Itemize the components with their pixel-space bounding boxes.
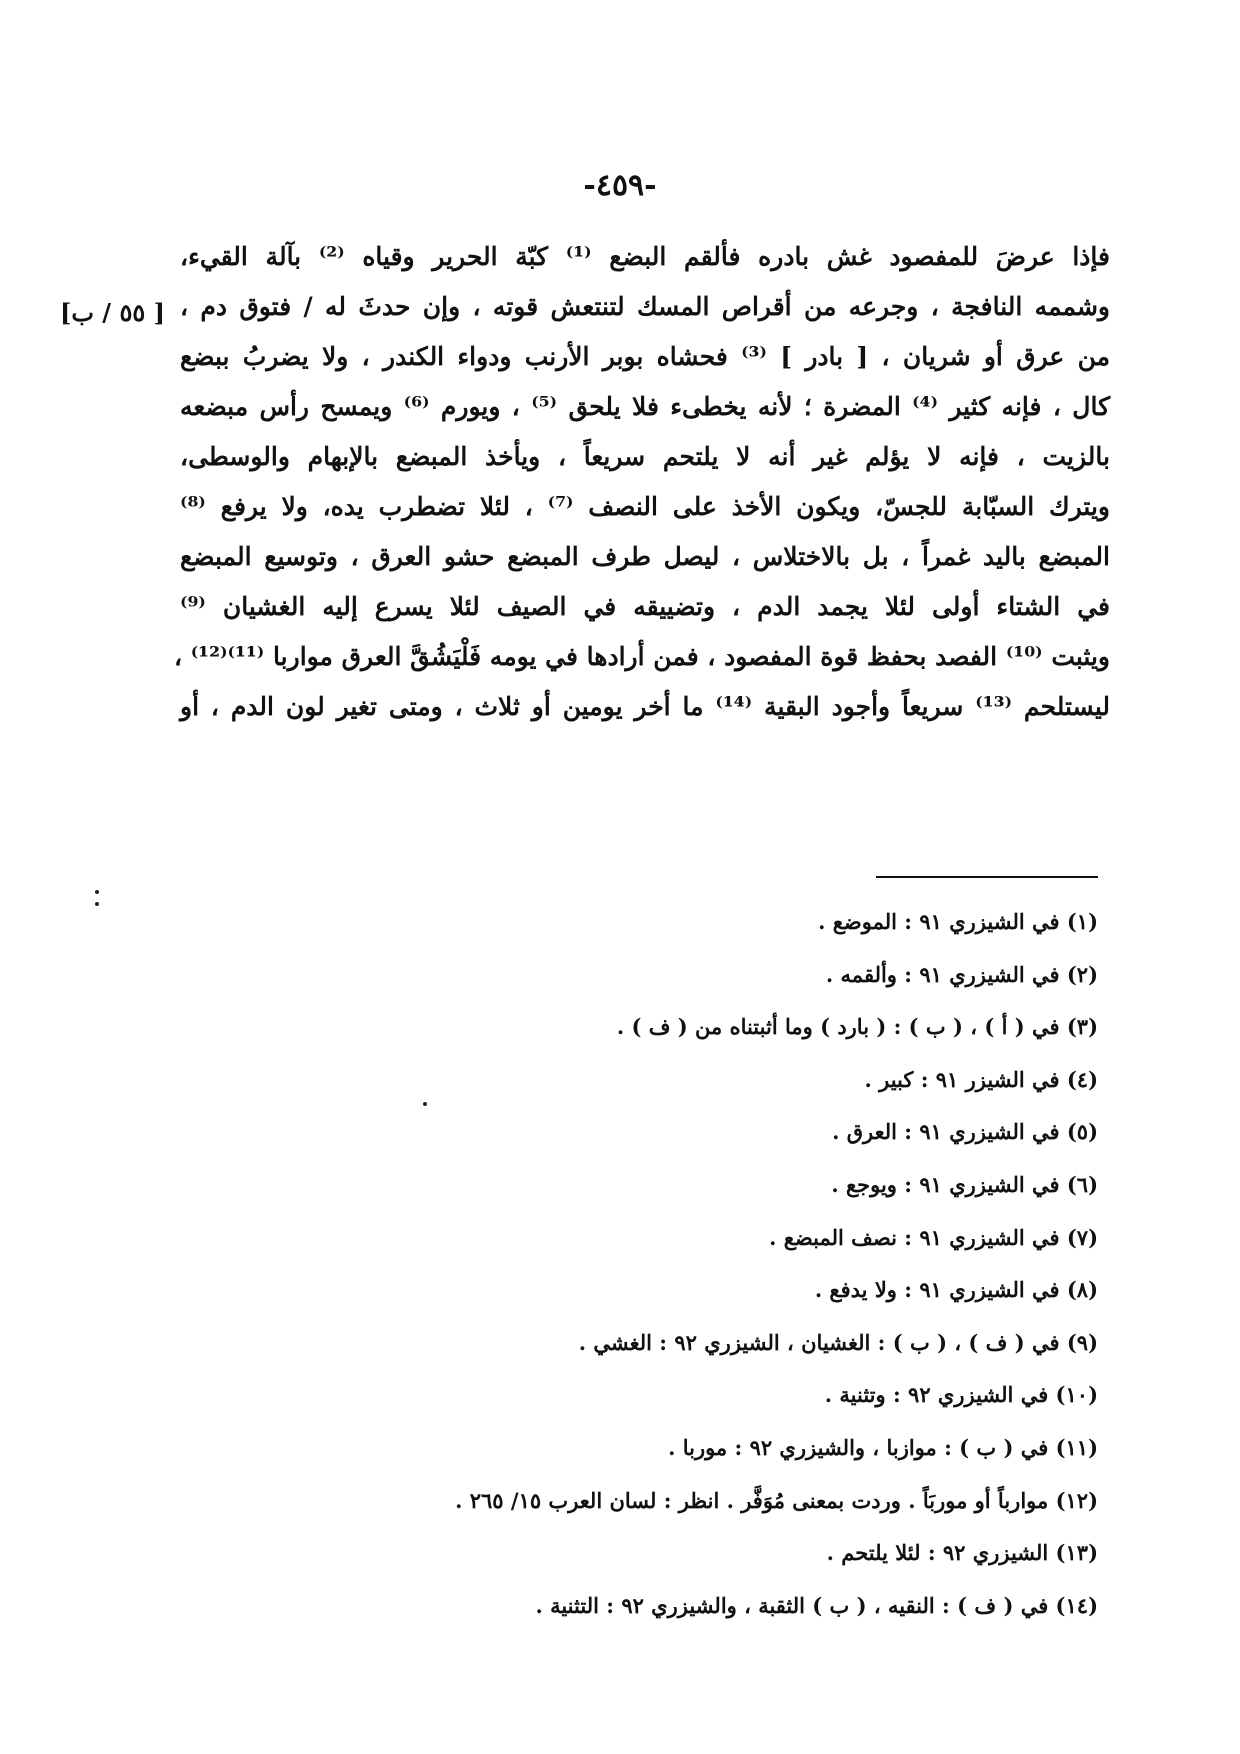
footnote: (١٢) موارباً أو موربَاً . وردت بمعنى مُوَفَّر . انظر : لسان العرب ١٥/ ٢٦٥ . (455, 1487, 1098, 1513)
page-number: -٤٥٩- (583, 168, 657, 203)
text-line: المبضع باليد غمراً ، بل بالاختلاس ، ليصل طرف المبضع حشو العرق ، وتوسيع المبضع (180, 542, 1110, 571)
footnote: (٦) في الشيزري ٩١ : ويوجع . (831, 1171, 1098, 1197)
footnote: (٣) في ( أ ) ، ( ب ) : ( بارد ) وما أثبتناه من ( ف ) . (616, 1014, 1098, 1040)
text-line: كال ، فإنه كثير ⁽⁴⁾ المضرة ؛ لأنه يخطىء فلا يلحق ⁽⁵⁾ ، ويورم ⁽⁶⁾ ويمسح رأس مبضعه (180, 392, 1110, 421)
scan-speck (95, 890, 99, 894)
footnote: (٥) في الشيزري ٩١ : العرق . (832, 1119, 1098, 1145)
footnote: (١٠) في الشيزري ٩٢ : وتثنية . (824, 1382, 1098, 1408)
footnote: (٢) في الشيزري ٩١ : وألقمه . (825, 961, 1098, 987)
text-line: ويثبت ⁽¹⁰⁾ الفصد بحفظ قوة المفصود ، فمن أرادها في يومه فَلْيَشُقَّ العرق مواربا ⁽¹¹⁾⁽¹²⁾ ، (173, 642, 1110, 671)
text-line: وشممه النافجة ، وجرعه من أقراص المسك لتنتعش قوته ، وإن حدثَ له / فتوق دم ، (180, 292, 1110, 321)
footnote: (١٣) الشيزري ٩٢ : لئلا يلتحم . (826, 1540, 1098, 1566)
footnotes-block (240, 896, 1098, 1632)
text-line: ويترك السبّابة للجسّ، ويكون الأخذ على النصف ⁽⁷⁾ ، لئلا تضطرب يده، ولا يرفع ⁽⁸⁾ (180, 492, 1110, 521)
footnote: (٧) في الشيزري ٩١ : نصف المبضع . (769, 1224, 1098, 1250)
text-line: ليستلحم ⁽¹³⁾ سريعاً وأجود البقية ⁽¹⁴⁾ ما أخر يومين أو ثلاث ، ومتى تغير لون الدم ، أو (180, 692, 1110, 721)
margin-folio-reference: [ ٥٥ / ب] (60, 298, 165, 327)
text-line: فإذا عرضَ للمفصود غش بادره فألقم البضع ⁽¹⁾ كبّة الحرير وقياه ⁽²⁾ بآلة القيء، (180, 242, 1110, 271)
footnote: (٨) في الشيزري ٩١ : ولا يدفع . (814, 1277, 1098, 1303)
text-line: بالزيت ، فإنه لا يؤلم غير أنه لا يلتحم سريعاً ، ويأخذ المبضع بالإبهام والوسطى، (180, 442, 1110, 471)
scan-speck (95, 902, 99, 906)
footnote: (١٤) في ( ف ) : النقيه ، ( ب ) الثقبة ، والشيزري ٩٢ : التثنية . (535, 1592, 1098, 1618)
footnote-separator (876, 876, 1098, 878)
main-text-block (173, 232, 1110, 732)
footnote: (٩) في ( ف ) ، ( ب ) : الغشيان ، الشيزري ٩٢ : الغشي . (578, 1329, 1098, 1355)
text-line: من عرق أو شريان ، [ بادر ] ⁽³⁾ فحشاه بوبر الأرنب ودواء الكندر ، ولا يضربُ ببضع (180, 342, 1110, 371)
footnote: (١١) في ( ب ) : موازبا ، والشيزري ٩٢ : موربا . (668, 1434, 1098, 1460)
text-line: في الشتاء أولى لئلا يجمد الدم ، وتضييقه في الصيف لئلا يسرع إليه الغشيان ⁽⁹⁾ (180, 592, 1110, 621)
footnote: (١) في الشيزري ٩١ : الموضع . (818, 909, 1098, 934)
scan-speck (423, 1102, 427, 1106)
footnote: (٤) في الشيزر ٩١ : كبير . (864, 1066, 1098, 1092)
